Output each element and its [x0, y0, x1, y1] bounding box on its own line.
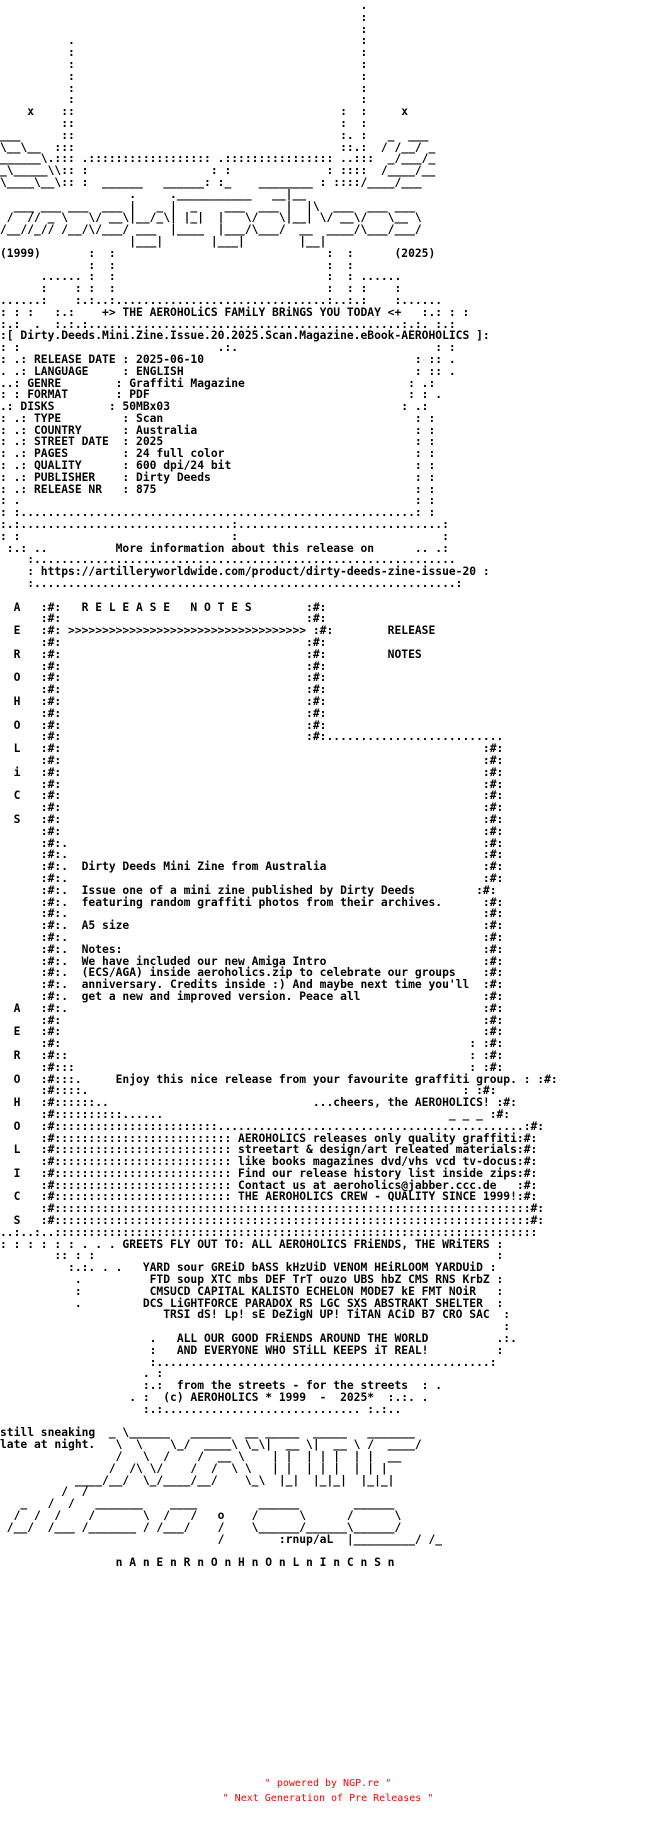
nfo-line: :#: :#:	[0, 801, 504, 815]
nfo-line: . :	[0, 1367, 164, 1381]
nfo-line: :#: :#:	[0, 754, 504, 767]
nfo-line: S :#: :#:	[0, 812, 504, 826]
nfo-line: :#:. (ECS/AGA) inside aeroholics.zip to celebrate our groups :#:	[0, 966, 504, 980]
nfo-line: :#:. :#:	[0, 930, 504, 944]
nfo-line: : : : : : : . . . GREETS FLY OUT TO: ALL AEROHOLICS FRiENDS, THE WRiTERS :	[0, 1237, 504, 1251]
nfo-line: L :#:::::::::::::::::::::::::: streetart & design/art releated materials:#:	[0, 1143, 538, 1157]
nfo-line: O :#: :#:	[0, 671, 327, 685]
nfo-line: :#:. We have included our new Amiga Intro :#:	[0, 954, 504, 968]
nfo-line: :.:...............................:..............................:	[0, 518, 449, 532]
nfo-line: :.: .. More information about this release on .. .:	[0, 541, 449, 555]
nfo-line: : .: PAGES : 24 full color : :	[0, 447, 436, 461]
nfo-line: :#::: : :#:	[0, 1060, 504, 1074]
nfo-line: :	[0, 22, 368, 36]
nfo-line: :#:. Issue one of a mini zine published by Dirty Deeds :#:	[0, 883, 497, 897]
nfo-line: :#:::::::::::::::::::::::::: AEROHOLICS releases only quality graffiti:#:	[0, 1131, 538, 1145]
nfo-line: :: : :	[0, 116, 368, 130]
nfo-line: R :#:: : :#:	[0, 1048, 504, 1062]
nfo-line: C :#:::::::::::::::::::::::::: THE AEROHOLICS CREW - QUALITY SINCE 1999!:#:	[0, 1190, 538, 1204]
nfo-line: : :	[0, 57, 368, 71]
nfo-line: . : (c) AEROHOLICS * 1999 - 2025* :.:. .	[0, 1391, 429, 1405]
nfo-line: : :	[0, 46, 368, 60]
nfo-line: :.: . :.:.:..............................................:.:. :.:	[0, 317, 456, 331]
nfo-line: :#:. featuring random graffiti photos from their archives. :#:	[0, 895, 504, 909]
nfo-line: H :#::::::.. ...cheers, the AEROHOLICS! :#:	[0, 1096, 517, 1110]
nfo-line: H :#: :#:	[0, 695, 327, 709]
nfo-line: :#: :#:	[0, 659, 327, 673]
nfo-line: :#::::::::::...... _ _ _ :#:	[0, 1107, 511, 1121]
nfo-line: :#: :#:	[0, 683, 327, 697]
nfo-line: :#: : :#:	[0, 1037, 504, 1051]
nfo-line: ......: :.:..:...............................:..:.: :......	[0, 293, 443, 307]
nfo-line: :#: :#:	[0, 636, 327, 650]
nfo-line: :: : : :	[0, 1249, 504, 1263]
nfo-line: : CMSUCD CAPITAL KALISTO ECHELON MODE7 kE FMT NOiR :	[0, 1284, 504, 1298]
nfo-line: :#:. :#:	[0, 907, 504, 921]
nfo-line: n A n E n R n O n H n O n L n I n C n S n	[0, 1556, 395, 1569]
nfo-line: :.:............................. :.:..	[0, 1402, 402, 1416]
nfo-line: O :#::::::::::::::::::::::::.............................................:#:	[0, 1119, 545, 1133]
nfo-line: ____/__/ \_/____/__/ \_\ |_| |_|_| |_|_|	[0, 1473, 395, 1487]
nfo-line: : : : :	[0, 258, 354, 272]
nfo-line: : : .:. : :	[0, 341, 456, 355]
nfo-line: E :#: >>>>>>>>>>>>>>>>>>>>>>>>>>>>>>>>>>> :#: RELEASE	[0, 624, 436, 638]
nfo-line: :#:. Notes: :#:	[0, 942, 504, 956]
nfo-line: :.................................................:	[0, 1355, 497, 1369]
nfo-line: : AND EVERYONE WHO STiLL KEEPS iT REAL! :	[0, 1343, 504, 1357]
nfo-line: /__//_// /__/\/___/ ___ |____ |___/\___/ __ ____/\___/___/	[0, 223, 422, 237]
nfo-line: . :	[0, 34, 368, 48]
nfo-line: :#:. :#:	[0, 848, 504, 862]
nfo-line: : .: RELEASE NR : 875 : :	[0, 482, 436, 496]
nfo-line: (1999) : : : : (2025)	[0, 246, 436, 260]
nfo-line: : :	[0, 93, 368, 107]
nfo-line: / // _ \ \/ __\|__/_\| |_| | \/ \|__| \/ __\/ \__ \	[0, 211, 422, 225]
nfo-line: / / / / \ / / o / \ / \	[0, 1509, 402, 1522]
nfo-line: i :#: :#:	[0, 765, 504, 779]
nfo-line: A :#: R E L E A S E N O T E S :#:	[0, 600, 327, 614]
nfo-line: :#::::. : :#:	[0, 1084, 497, 1098]
nfo-line: : :	[0, 81, 368, 95]
nfo-line: : :	[0, 69, 368, 83]
nfo-line: :#:. get a new and improved version. Peace all :#:	[0, 989, 504, 1003]
nfo-line: A :#:. :#:	[0, 1001, 504, 1015]
nfo-line: ...... : : : : ......	[0, 270, 402, 284]
nfo-line: / /\ \/ / / \ \ | | | | | | | |	[0, 1461, 388, 1475]
nfo-line: ..: GENRE : Graffiti Magazine : .:	[0, 376, 436, 390]
nfo-line: :#:. A5 size :#:	[0, 919, 504, 933]
nfo-line: :#:::::::::::::::::::::::::: like books magazines dvd/vhs vcd tv-docus:#:	[0, 1155, 538, 1169]
nfo-line: /__/ /___ /_______ / /___/ / \______/______\______/	[0, 1520, 402, 1534]
nfo-line: _\_____\\:: : : : : :::: /____/__	[0, 164, 436, 178]
nfo-line: :#:. Dirty Deeds Mini Zine from Australia :#:	[0, 860, 504, 874]
nfo-line: : .: RELEASE DATE : 2025-06-10 : :: .	[0, 352, 456, 366]
nfo-line: / :rnup/aL |_________/ /_	[0, 1532, 443, 1546]
footer	[0, 1776, 656, 1806]
nfo-line: I :#:::::::::::::::::::::::::: Find our release history list inside zips:#:	[0, 1166, 538, 1180]
nfo-line: :#: :#:	[0, 777, 504, 791]
nfo-line: : . : :	[0, 494, 436, 508]
nfo-line: :#:. :#:	[0, 871, 504, 885]
nfo-line: : .: QUALITY : 600 dpi/24 bit : :	[0, 459, 436, 473]
nfo-line: ___ :: :. : _ ___	[0, 128, 429, 142]
nfo-line: :[ Dirty.Deeds.Mini.Zine.Issue.20.2025.Scan.Magazine.eBook-AEROHOLICS ]:	[0, 329, 490, 343]
nfo-line: : https://artilleryworldwide.com/product/dirty-deeds-zine-issue-20 :	[0, 565, 490, 579]
nfo-line: TRSI dS! Lp! sE DeZigN UP! TiTAN ACiD B7 CRO SAC :	[0, 1308, 511, 1322]
nfo-line: late at night. \ \ \_/ ____\ \_\| __ \| __ \ / ____/	[0, 1438, 422, 1452]
nfo-line: ______\.::: .:::::::::::::::::: .:::::::::::::::: ..::: _/___/_	[0, 152, 436, 166]
nfo-line: :#:::::::::::::::::::::::::: Contact us at aeroholics@jabber.ccc.de :#:	[0, 1178, 538, 1192]
nfo-line: :#: :#:	[0, 612, 327, 626]
nfo-line: : : : :.: +> THE AEROHOLiCS FAMiLY BRiNGS YOU TODAY <+ :.: : :	[0, 305, 470, 319]
nfo-line: O :#: :#:	[0, 718, 327, 732]
nfo-line: still sneaking _ \______ ______ __ _____ _____ _______	[0, 1426, 415, 1440]
nfo-line: R :#: :#: NOTES	[0, 647, 422, 661]
nfo-line: . ALL OUR GOOD FRiENDS AROUND THE WORLD .:.	[0, 1332, 517, 1346]
nfo-line: : :..........................................................: :	[0, 506, 436, 520]
nfo-line: : .: PUBLISHER : Dirty Deeds : :	[0, 470, 436, 484]
nfo-line: :#: :#:	[0, 706, 327, 720]
powered-by-link[interactable]: " powered by NGP.re "	[264, 1778, 392, 1789]
nfo-line: . .___________ __|__	[0, 187, 307, 201]
nfo-line: :..............................................................	[0, 553, 456, 567]
nfo-line: ___ ___ ___ ___ | _ | _ ___ ___ | |\ ___ ___ ___	[0, 199, 415, 213]
nfo-line: : : : : : : : :	[0, 282, 402, 296]
nfo-line: / \ / / __ \ | | | | | | | __	[0, 1450, 402, 1464]
nfo-line: _ / / _______ ____ ______ ______	[0, 1497, 395, 1511]
nfo-line: . .: LANGUAGE : ENGLISH : :: .	[0, 364, 456, 378]
nfo-line: O :#:::. Enjoy this nice release from your favourite graffiti group. : :#:	[0, 1072, 558, 1086]
nfo-line: : : : :	[0, 529, 449, 543]
nfo-line: :#: :#:	[0, 1013, 504, 1027]
nfo-line: .: DISKS : 50MBx03 : .:	[0, 400, 429, 414]
nfo-line: : : FORMAT : PDF : : .	[0, 388, 443, 402]
nfo-line: |___| |___| |__|	[0, 234, 327, 248]
nfo-line: L :#: :#:	[0, 742, 504, 756]
nfo-line: S :#::::::::::::::::::::::::::::::::::::::::::::::::::::::::::::::::::::::#:	[0, 1214, 545, 1228]
nfo-line: . DCS LiGHTFORCE PARADOX RS LGC SXS ABSTRAKT SHELTER :	[0, 1296, 504, 1310]
nfo-line: \____\__\:: : ______ ______: :_ ________ : ::::/____/___	[0, 175, 422, 189]
nfo-line: :	[0, 10, 368, 24]
nfo-line: :	[0, 1320, 511, 1334]
nfo-line: :#:. anniversary. Credits inside :) And maybe next time you'll :#:	[0, 978, 504, 992]
nfo-line: x :: : : x	[0, 105, 409, 119]
nfo-line: :#:. :#:	[0, 836, 504, 850]
nfo-line: C :#: :#:	[0, 789, 504, 803]
nfo-line: :.: from the streets - for the streets : .	[0, 1379, 443, 1393]
footer-tagline: " Next Generation of Pre Releases "	[222, 1793, 434, 1804]
nfo-line: : .: COUNTRY : Australia : :	[0, 423, 436, 437]
nfo-line: :..............................................................:	[0, 577, 463, 591]
nfo-line: :#::::::::::::::::::::::::::::::::::::::::::::::::::::::::::::::::::::::#:	[0, 1202, 545, 1216]
nfo-line: . FTD soup XTC mbs DEF TrT ouzo UBS hbZ CMS RNS KrbZ :	[0, 1273, 504, 1287]
nfo-line: :.:. . . YARD sour GREiD bASS kHzUiD VENOM HEiRLOOM YARDUiD :	[0, 1261, 497, 1275]
nfo-line: :#: :#:..........................	[0, 730, 504, 744]
nfo-line: ..:..:..:::::::::::::::::::::::::::::::::::::::::::::::::::::::::::::::::::::::	[0, 1225, 538, 1239]
nfo-line: E :#: :#:	[0, 1025, 504, 1039]
nfo-line: \__\__ ::: ::.: / /__/ _	[0, 140, 436, 154]
nfo-line: :#: :#:	[0, 824, 504, 838]
nfo-line: / /	[0, 1485, 361, 1499]
nfo-line: : .: TYPE : Scan : :	[0, 411, 436, 425]
nfo-line: .	[0, 0, 368, 12]
nfo-line: : .: STREET DATE : 2025 : :	[0, 435, 436, 449]
